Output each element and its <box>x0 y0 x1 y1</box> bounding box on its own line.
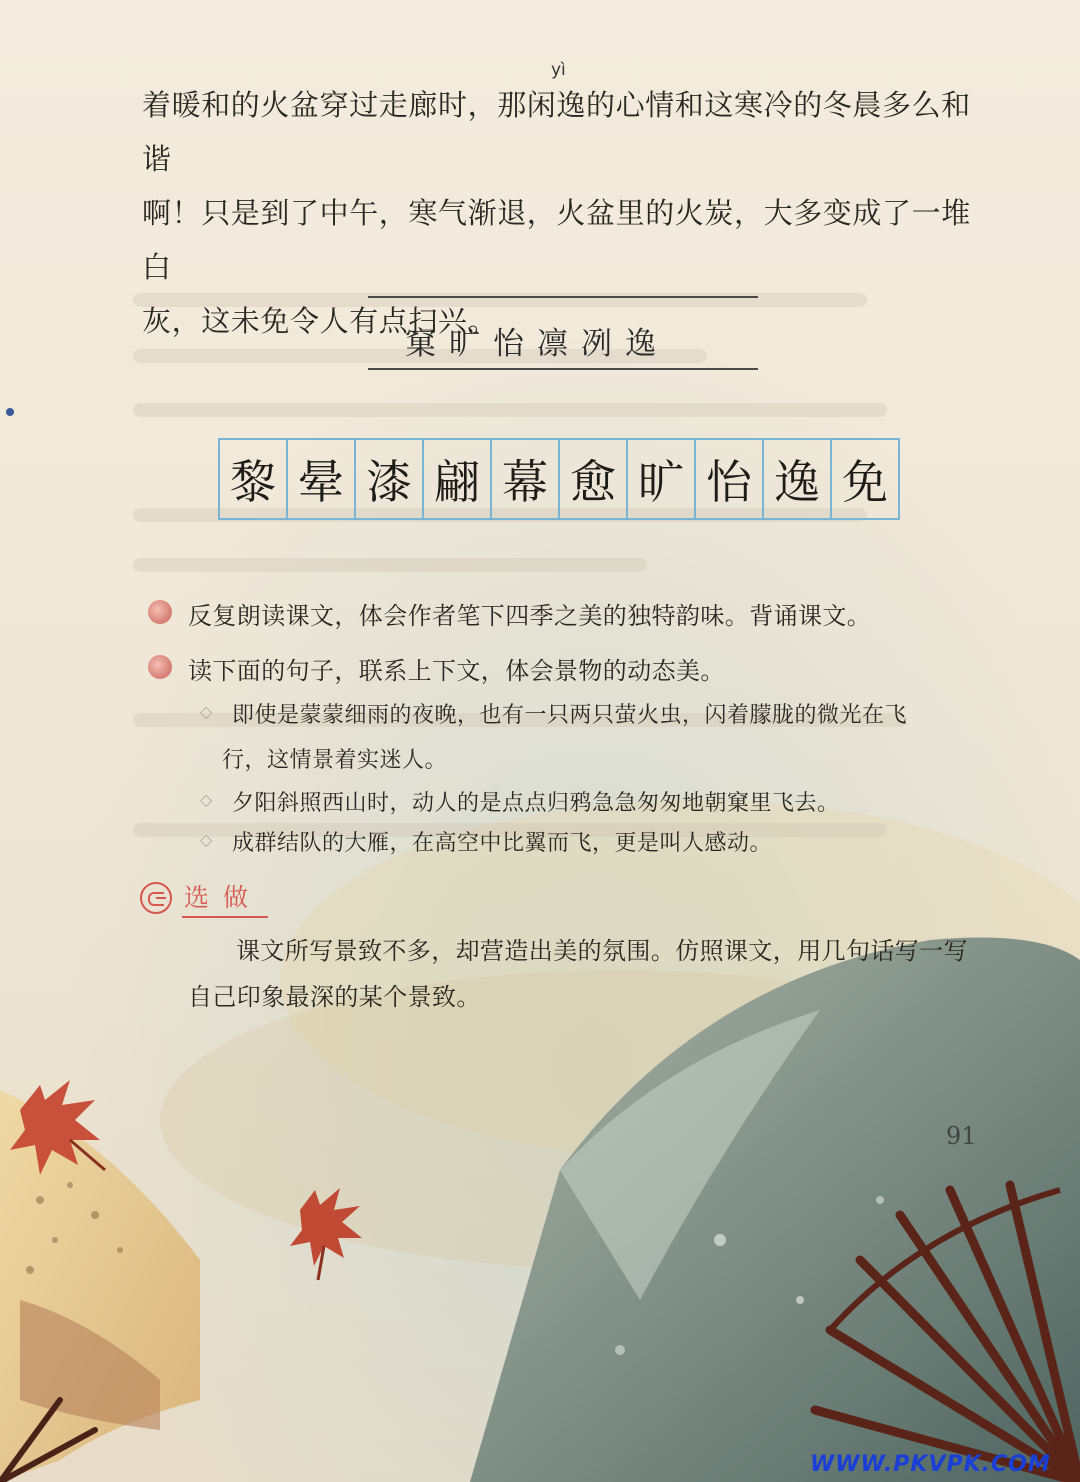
word-list: 窠旷怡凛冽逸 <box>405 326 669 362</box>
grid-character: 漆 <box>356 440 424 518</box>
optional-line: 自己印象最深的某个景致。 <box>188 983 481 1011</box>
sentence-1-line-2: 行，这情景着实迷人。 <box>222 748 448 773</box>
grid-character: 幕 <box>492 440 560 518</box>
pinyin-annotation: yì <box>551 60 566 80</box>
passage-line: 啊！只是到了中午，寒气渐退，火盆里的火炭，大多变成了一堆白 <box>142 196 971 284</box>
diamond-bullet-icon: ◇ <box>200 830 213 849</box>
sentence-1-line-1: 即使是蒙蒙细雨的夜晚，也有一只两只萤火虫，闪着朦胧的微光在飞 <box>232 703 908 728</box>
optional-line: 课文所写景致不多，却营造出美的氛围。仿照课文，用几句话写一写 <box>236 937 968 965</box>
diamond-bullet-icon: ◇ <box>200 790 213 809</box>
task-bullet-icon <box>148 655 172 679</box>
grid-character: 怡 <box>696 440 764 518</box>
passage-line: 灰，这未免令人有点扫兴。 <box>142 304 498 338</box>
word-list-top-line <box>368 296 758 298</box>
task-bullet-icon <box>148 600 172 624</box>
grid-character: 愈 <box>560 440 628 518</box>
diamond-bullet-icon: ◇ <box>200 702 213 721</box>
grid-character: 翩 <box>424 440 492 518</box>
passage-line: 着暖和的火盆穿过走廊时，那闲逸的心情和这寒冷的冬晨多么和谐 <box>142 88 971 176</box>
page-number: 91 <box>946 1122 977 1150</box>
optional-section-icon <box>140 882 172 914</box>
grid-character: 免 <box>842 455 888 509</box>
passage-paragraph <box>142 78 992 348</box>
site-watermark: WWW.PKVPK.COM <box>810 1452 1051 1477</box>
grid-character: 逸 <box>764 440 832 518</box>
task-1: 反复朗读课文，体会作者笔下四季之美的独特韵味。背诵课文。 <box>188 602 872 630</box>
optional-heading <box>140 878 268 918</box>
character-grid <box>218 438 900 520</box>
optional-label: 选做 <box>182 878 268 918</box>
task-2: 读下面的句子，联系上下文，体会景物的动态美。 <box>188 657 725 685</box>
sentence-3: 成群结队的大雁，在高空中比翼而飞，更是叫人感动。 <box>232 831 773 856</box>
grid-character: 旷 <box>628 440 696 518</box>
word-list-bottom-line <box>368 368 758 370</box>
grid-character: 黎 <box>220 440 288 518</box>
optional-text <box>188 928 988 1020</box>
sentence-2: 夕阳斜照西山时，动人的是点点归鸦急急匆匆地朝窠里飞去。 <box>232 791 840 816</box>
grid-character: 晕 <box>288 440 356 518</box>
